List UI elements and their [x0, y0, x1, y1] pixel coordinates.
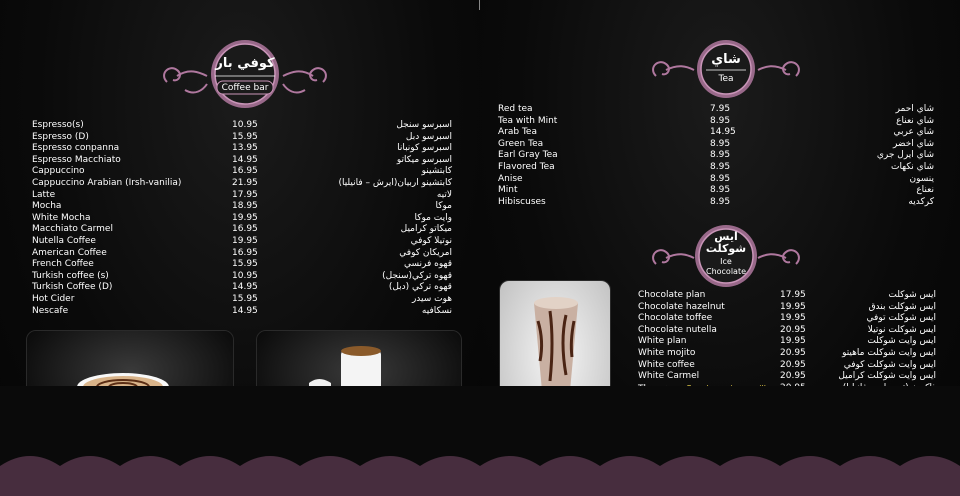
menu-item: [638, 290, 936, 302]
menu-item-name: Earl Gray Tea: [498, 150, 558, 161]
menu-item-name: Chocolate toffee: [638, 313, 713, 324]
menu-item-name-ar: ايس وايت شوكلت كراميل: [838, 371, 936, 382]
menu-item: [498, 139, 934, 151]
menu-item-price: 13.95: [232, 143, 258, 154]
menu-item-name: Tea with Mint: [498, 115, 558, 126]
menu-item-price: 21.95: [232, 177, 258, 188]
menu-item-name-ar: اسبرسو ميكاتو: [396, 154, 452, 165]
menu-item-name-ar: ايس شوكلت توفي: [866, 313, 936, 324]
tea-title-en: Tea: [718, 74, 734, 84]
menu-item-name-ar: ايس شوكلت نوتيلا: [867, 324, 936, 335]
menu-item: [32, 224, 452, 236]
menu-item: [498, 174, 934, 186]
damask-pattern: [480, 386, 960, 496]
menu-item-price: 15.95: [232, 131, 258, 142]
menu-item-name: Mocha: [32, 201, 62, 212]
menu-item-name-ar: اسبرسو كونبانا: [397, 143, 452, 154]
menu-item: [32, 282, 452, 294]
menu-item: [32, 120, 452, 132]
menu-item: [32, 143, 452, 155]
coffee-bar-title-en: Coffee bar: [221, 83, 269, 93]
menu-item: [32, 201, 452, 213]
menu-item-price: 19.95: [232, 235, 258, 246]
menu-item-name-ar: شاي ايرل جري: [876, 150, 934, 161]
menu-item-name-ar: كابتشينو: [421, 166, 452, 177]
menu-item-name: Hot Cider: [32, 293, 75, 304]
menu-item-name: Green Tea: [498, 138, 544, 149]
menu-item-name: Nutella Coffee: [32, 235, 96, 246]
damask-pattern: [0, 386, 480, 496]
menu-item-name-ar: لاتيه: [436, 189, 452, 200]
menu-item-name: Chocolate nutella: [638, 324, 717, 335]
coffee-bar-title-ar: كوفي بار: [215, 56, 275, 71]
coffee-bar-list: [32, 120, 452, 317]
menu-item-name-ar: ايس وايت شوكلت: [867, 336, 936, 347]
menu-item: [32, 271, 452, 283]
menu-item-price: 7.95: [710, 104, 731, 114]
menu-item-name: Chocolate hazelnut: [638, 301, 725, 312]
menu-item: [32, 236, 452, 248]
menu-item-name: Cappuccino Arabian (Irsh-vanilia): [32, 177, 182, 188]
menu-item-price: 19.95: [780, 336, 806, 347]
menu-item: [32, 178, 452, 190]
menu-item-name-ar: قهوه تركي (دبل): [388, 282, 452, 293]
menu-item: [498, 127, 934, 139]
menu-item-price: 20.95: [780, 359, 806, 370]
menu-item: [638, 371, 936, 383]
menu-item-name-ar: ايس وايت شوكلت كوفي: [843, 359, 936, 370]
menu-item-name-ar: موكا: [435, 201, 452, 212]
menu-item: [32, 213, 452, 225]
menu-item-name: Chocolate plan: [638, 290, 706, 300]
ornament-icon: [646, 38, 806, 100]
ice-chocolate-title-en-1: Ice: [720, 257, 732, 266]
menu-item-name: Espresso(s): [32, 120, 84, 130]
menu-item-name-ar: نعناع: [916, 185, 934, 196]
menu-item-name: Turkish Coffee (D): [32, 282, 113, 293]
menu-item-name: Cappuccino: [32, 166, 85, 177]
menu-item-price: 8.95: [710, 115, 731, 126]
menu-item-name: Espresso Macchiato: [32, 154, 121, 165]
menu-item-name-ar: شاي احمر: [895, 104, 934, 114]
menu-item-price: 10.95: [232, 120, 258, 130]
menu-item-name-ar: شاي اخضر: [892, 138, 934, 149]
ice-chocolate-list: [638, 290, 936, 394]
menu-item-name-ar: امريكان كوفي: [399, 247, 452, 258]
menu-item: [32, 259, 452, 271]
menu-item-price: 17.95: [232, 189, 258, 200]
menu-item: [498, 185, 934, 197]
menu-item-price: 8.95: [710, 185, 731, 196]
menu-item-name-ar: ينسون: [909, 173, 934, 184]
menu-item-price: 8.95: [710, 196, 731, 207]
menu-item-name-ar: هوت سيدر: [411, 293, 452, 304]
menu-item: [638, 302, 936, 314]
menu-item: [638, 360, 936, 372]
menu-item-name-ar: اسبرسو دبل: [405, 131, 452, 142]
menu-item-price: 20.95: [780, 371, 806, 382]
menu-item-price: 20.95: [780, 347, 806, 358]
menu-item: [32, 166, 452, 178]
menu-item-price: 8.95: [710, 150, 731, 161]
menu-item-price: 19.95: [232, 212, 258, 223]
menu-item: [498, 104, 934, 116]
ice-chocolate-title-ar-2: شوكلت: [705, 242, 747, 255]
menu-item-price: 14.95: [710, 127, 736, 138]
menu-item: [498, 162, 934, 174]
menu-item-name-ar: نسكافيه: [421, 305, 452, 316]
menu-item-name-ar: ايس شوكلت بندق: [868, 301, 936, 312]
menu-item-price: 16.95: [232, 224, 258, 235]
menu-item-price: 15.95: [232, 293, 258, 304]
menu-item-name-ar: ايس شوكلت: [888, 290, 936, 300]
menu-item-name: Latte: [32, 189, 56, 200]
menu-item-name: Mint: [498, 185, 518, 196]
menu-item-name: White Mocha: [32, 212, 91, 223]
tea-list: [498, 104, 934, 208]
menu-item-name: Hibiscuses: [498, 196, 546, 207]
menu-item: [498, 116, 934, 128]
menu-item-name-ar: شاي نكهات: [890, 161, 934, 172]
menu-item-name: Anise: [498, 173, 523, 184]
menu-item: [498, 150, 934, 162]
menu-item-name-ar: شاي عربي: [893, 127, 934, 138]
menu-item-name: Macchiato Carmel: [32, 224, 113, 235]
menu-item-name-ar: قهوه فرنسي: [404, 259, 452, 270]
ice-chocolate-title-ar-1: ايس: [714, 230, 738, 243]
menu-item: [638, 348, 936, 360]
ornament-icon: [155, 38, 335, 108]
menu-item-name-ar: شاي نعناع: [896, 115, 934, 126]
menu-item: [32, 132, 452, 144]
menu-item-name: Espresso (D): [32, 131, 89, 142]
menu-item-name: Arab Tea: [498, 127, 537, 138]
menu-item: [638, 325, 936, 337]
menu-item: [32, 155, 452, 167]
menu-item: [32, 306, 452, 318]
menu-item-price: 14.95: [232, 154, 258, 165]
menu-item-name: American Coffee: [32, 247, 107, 258]
menu-item-price: 16.95: [232, 166, 258, 177]
menu-item-price: 8.95: [710, 173, 731, 184]
menu-item-price: 8.95: [710, 138, 731, 149]
menu-item-price: 14.95: [232, 305, 258, 316]
menu-item-price: 8.95: [710, 161, 731, 172]
menu-item-price: 10.95: [232, 270, 258, 281]
menu-item-name: French Coffee: [32, 259, 94, 270]
ice-chocolate-title-en-2: Chocolate: [705, 267, 747, 276]
menu-item-price: 17.95: [780, 290, 806, 300]
menu-item: [638, 313, 936, 325]
menu-item-price: 15.95: [232, 259, 258, 270]
menu-item-name: White plan: [638, 336, 687, 347]
menu-item-name: Flavored Tea: [498, 161, 555, 172]
menu-item-name-ar: ايس وايت شوكلت ماهيتو: [842, 347, 936, 358]
menu-item: [498, 197, 934, 209]
menu-item-price: 14.95: [232, 282, 258, 293]
menu-item-name: Nescafe: [32, 305, 69, 316]
right-page: [480, 0, 960, 496]
menu-item-name-ar: اسبرسو سنجل: [396, 120, 452, 130]
menu-item-name-ar: كابتشينو اربيان(ايرش – فانيليا): [338, 177, 452, 188]
menu-item-name: Espresso conpanna: [32, 143, 120, 154]
tea-title-ar: شاي: [711, 52, 741, 67]
menu-item: [638, 336, 936, 348]
menu-item: [32, 248, 452, 260]
menu-item: [32, 294, 452, 306]
menu-item-name-ar: كركديه: [908, 196, 934, 207]
menu-item-name: White coffee: [638, 359, 695, 370]
menu-item-price: 18.95: [232, 201, 258, 212]
coffee-bar-badge: [155, 38, 335, 108]
menu-item-price: 19.95: [780, 313, 806, 324]
menu-item-name-ar: وايت موكا: [414, 212, 452, 223]
menu-item-name-ar: نوتيلا كوفي: [410, 235, 452, 246]
menu-item-price: 19.95: [780, 301, 806, 312]
menu-item-name: White mojito: [638, 347, 696, 358]
menu-item-price: 16.95: [232, 247, 258, 258]
tea-badge: [646, 38, 806, 100]
menu-item-price: 20.95: [780, 324, 806, 335]
menu-item-name-ar: ميكاتو كراميل: [400, 224, 452, 235]
menu-item-name-ar: قهوه تركي(سنجل): [382, 270, 452, 281]
menu-item: [32, 190, 452, 202]
menu-item-name: Turkish coffee (s): [32, 270, 109, 281]
menu-item-name: Red tea: [498, 104, 533, 114]
menu-item-name: White Carmel: [638, 371, 700, 382]
ice-chocolate-badge: [646, 224, 806, 288]
